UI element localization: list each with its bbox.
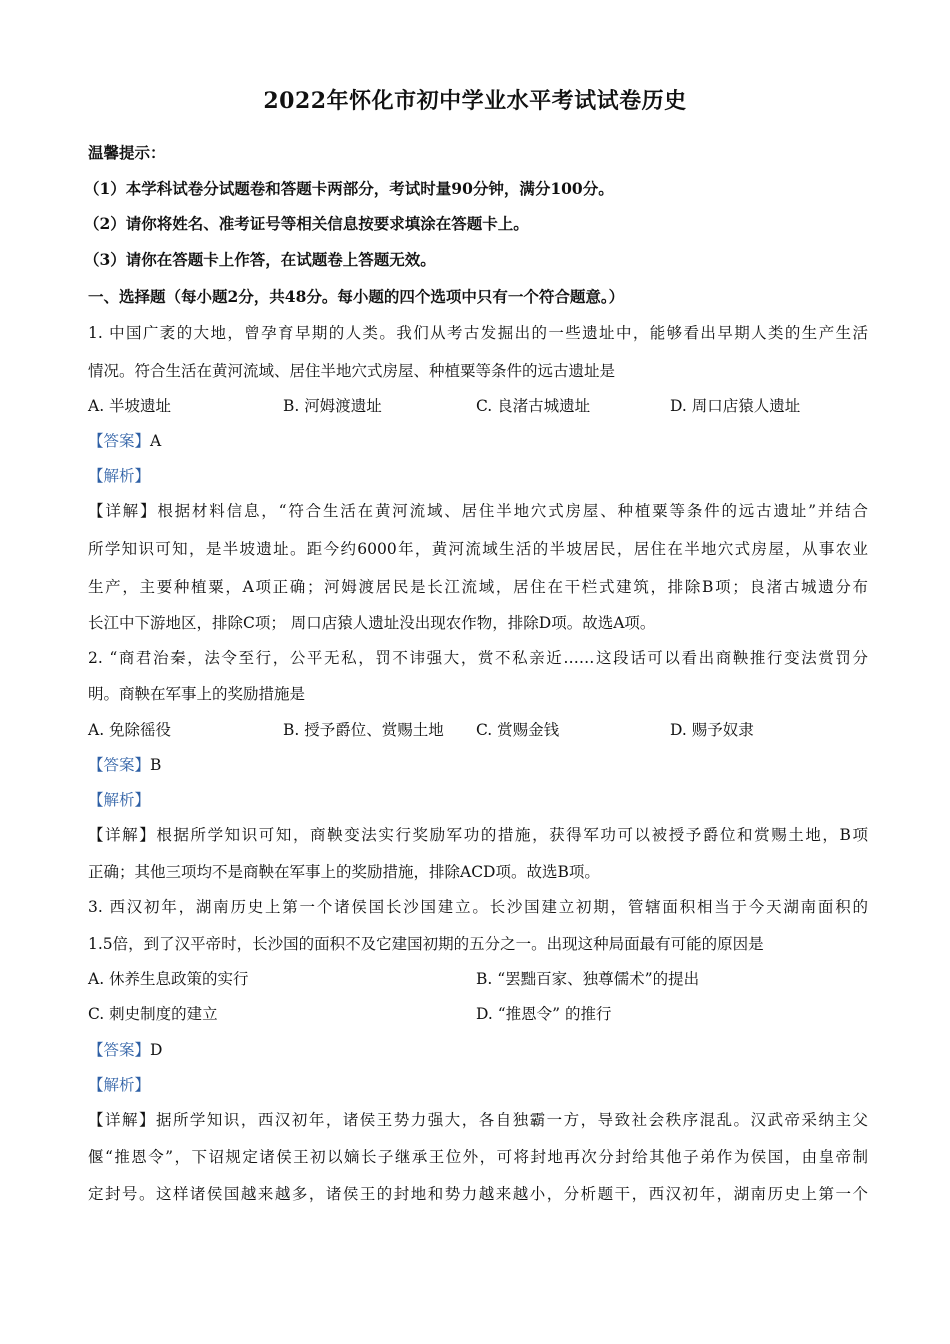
detail-line xyxy=(88,824,868,846)
option-b: B. “罢黜百家、独尊儒术”的提出 xyxy=(476,970,700,988)
option-d: D. “推恩令” 的推行 xyxy=(476,1005,612,1023)
question-stem: 3. 西汉初年，湖南历史上第一个诸侯国长沙国建立。长沙国建立初期，管辖面积相当于今天湖南面积的 xyxy=(88,898,868,916)
detail-line: 生产，主要种植粟，A项正确；河姆渡居民是长江流域，居住在干栏式建筑，排除B项；良渚古城遗分布 xyxy=(88,578,868,596)
detail-line: 正确；其他三项均不是商鞅在军事上的奖励措施，排除ACD项。故选B项。 xyxy=(88,863,600,881)
answer-line xyxy=(88,754,868,776)
answer-tag: 【答案】 xyxy=(88,756,151,774)
option-b: B. 授予爵位、赏赐土地 xyxy=(283,721,444,739)
detail-line xyxy=(88,1109,868,1131)
analysis-tag: 【解析】 xyxy=(88,1076,151,1094)
detail-text: 据所学知识，西汉初年，诸侯王势力强大，各自独霸一方，导致社会秩序混乱。汉武帝采纳主父 xyxy=(155,1111,868,1129)
detail-line: 定封号。这样诸侯国越来越多，诸侯王的封地和势力越来越小，分析题干，西汉初年，湖南历史上第一个 xyxy=(88,1185,868,1203)
option-d: D. 周口店猿人遗址 xyxy=(670,397,801,415)
detail-text: 根据所学知识可知，商鞅变法实行奖励军功的措施，获得军功可以被授予爵位和赏赐土地，B项 xyxy=(156,826,868,844)
detail-line xyxy=(88,500,868,522)
option-c: C. 刺史制度的建立 xyxy=(88,1005,218,1023)
option-d: D. 赐予奴隶 xyxy=(670,721,754,739)
detail-text: 根据材料信息，“符合生活在黄河流域、居住半地穴式房屋、种植粟等条件的远古遗址”并结合 xyxy=(157,502,868,520)
analysis-tag: 【解析】 xyxy=(88,791,151,809)
question-stem: 2. “商君治秦，法令至行，公平无私，罚不讳强大，赏不私亲近……这段话可以看出商鞅推行变法赏罚分 xyxy=(88,649,868,667)
notice-item: （1）本学科试卷分试题卷和答题卡两部分，考试时量90分钟，满分100分。 xyxy=(84,179,614,198)
answer-line xyxy=(88,430,868,452)
question-stem: 明。商鞅在军事上的奖励措施是 xyxy=(88,685,306,703)
answer-value: B xyxy=(150,756,162,774)
section-heading: 一、选择题（每小题2分，共48分。每小题的四个选项中只有一个符合题意。） xyxy=(88,287,625,306)
option-a: A. 休养生息政策的实行 xyxy=(88,970,249,988)
question-stem: 情况。符合生活在黄河流域、居住半地穴式房屋、种植粟等条件的远古遗址是 xyxy=(88,362,616,380)
detail-line: 偃“推恩令”，下诏规定诸侯王初以嫡长子继承王位外，可将封地再次分封给其他子弟作为侯国，由皇帝制 xyxy=(88,1148,868,1166)
option-a: A. 半坡遗址 xyxy=(88,397,172,415)
analysis-tag: 【解析】 xyxy=(88,467,151,485)
option-c: C. 赏赐金钱 xyxy=(476,721,560,739)
notice-item: （3）请你在答题卡上作答，在试题卷上答题无效。 xyxy=(84,250,436,269)
detail-line: 所学知识可知，是半坡遗址。距今约6000年，黄河流域生活的半坡居民，居住在半地穴式房屋，从事农业 xyxy=(88,540,868,558)
detail-tag: 【详解】 xyxy=(88,502,158,520)
answer-value: A xyxy=(150,432,162,450)
notice-heading: 温馨提示： xyxy=(88,143,166,162)
answer-tag: 【答案】 xyxy=(88,432,151,450)
detail-tag: 【详解】 xyxy=(88,1111,156,1129)
answer-value: D xyxy=(150,1041,163,1059)
option-c: C. 良渚古城遗址 xyxy=(476,397,591,415)
detail-line: 长江中下游地区，排除C项； 周口店猿人遗址没出现农作物，排除D项。故选A项。 xyxy=(88,614,656,632)
answer-tag: 【答案】 xyxy=(88,1041,151,1059)
question-stem: 1. 中国广袤的大地，曾孕育早期的人类。我们从考古发掘出的一些遗址中，能够看出早期人类的生产生活 xyxy=(88,324,868,342)
notice-item: （2）请你将姓名、准考证号等相关信息按要求填涂在答题卡上。 xyxy=(84,214,529,233)
detail-tag: 【详解】 xyxy=(88,826,157,844)
page-title: 2022年怀化市初中学业水平考试试卷历史 xyxy=(263,88,687,114)
answer-line xyxy=(88,1039,868,1061)
option-b: B. 河姆渡遗址 xyxy=(283,397,382,415)
option-a: A. 免除徭役 xyxy=(88,721,172,739)
question-stem: 1.5倍，到了汉平帝时，长沙国的面积不及它建国初期的五分之一。出现这种局面最有可能的原因是 xyxy=(88,935,764,953)
